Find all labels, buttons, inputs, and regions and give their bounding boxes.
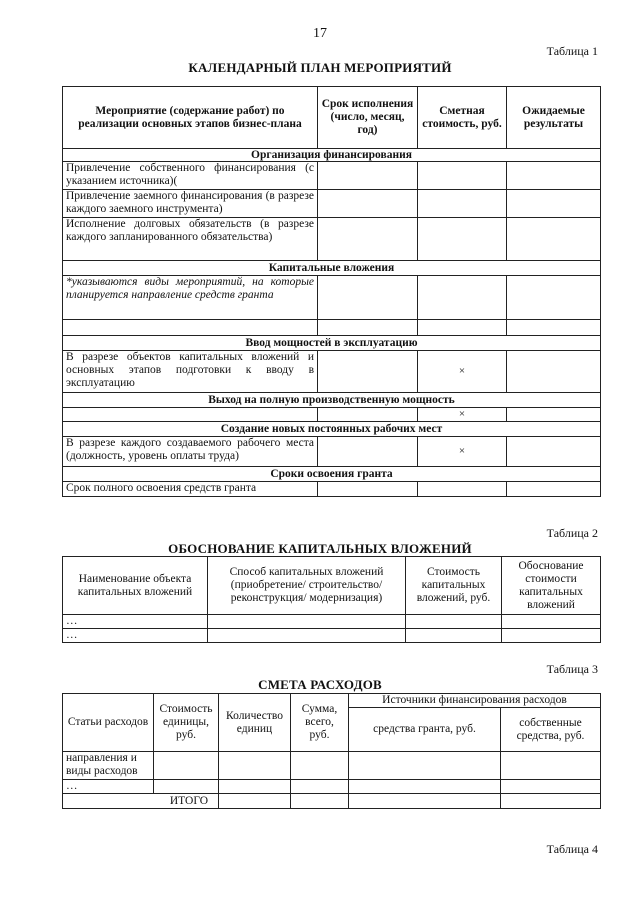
row-new-jobs: В разрезе каждого создаваемого рабочего места (должность, уровень оплаты труда) [63, 437, 318, 467]
cell [219, 780, 291, 794]
row-grant-term: Срок полного освоения средств гранта [63, 482, 318, 497]
table-2-label: Таблица 2 [546, 526, 598, 540]
header-own-funds: собственные средства, руб. [501, 708, 601, 752]
cell [208, 629, 406, 643]
row-own-financing: Привлечение собственного финансирования (с указанием источника)( [63, 162, 318, 190]
table-2-title: ОБОСНОВАНИЕ КАПИТАЛЬНЫХ ВЛОЖЕНИЙ [168, 541, 472, 556]
cross-mark: × [418, 408, 507, 422]
cell [318, 162, 418, 190]
cross-mark: × [418, 437, 507, 467]
cell [502, 615, 601, 629]
table-3-title: СМЕТА РАСХОДОВ [258, 677, 382, 692]
cell [63, 320, 318, 336]
cell [318, 408, 418, 422]
cell [502, 629, 601, 643]
cell [418, 218, 507, 261]
section-commissioning: Ввод мощностей в эксплуатацию [63, 336, 601, 351]
cell [507, 437, 601, 467]
cell [318, 351, 418, 393]
expense-estimate-table [62, 693, 601, 809]
section-grant-terms: Сроки освоения гранта [63, 467, 601, 482]
header-investment-method: Способ капитальных вложений (приобретение/ строительство/реконструкция/ модернизация) [208, 557, 406, 615]
cell [418, 190, 507, 218]
cell [154, 780, 219, 794]
header-object-name: Наименование объекта капитальных вложений [63, 557, 208, 615]
cell [291, 752, 349, 780]
cell [418, 276, 507, 320]
header-expected-results: Ожидаемые результаты [507, 87, 601, 149]
cell [501, 752, 601, 780]
cell [349, 794, 501, 809]
row-debt-obligations: Исполнение долговых обязательств (в разрезе каждого запланированного обязательства) [63, 218, 318, 261]
ellipsis-cell: … [63, 780, 154, 794]
cell [349, 780, 501, 794]
row-commissioning: В разрезе объектов капитальных вложений и основных этапов подготовки к вводу в эксплуатацию [63, 351, 318, 393]
cell [318, 190, 418, 218]
cell [291, 780, 349, 794]
row-capital-note: *указываются виды мероприятий, на которые планируется направление средств гранта [63, 276, 318, 320]
table-4-label: Таблица 4 [546, 842, 598, 856]
cell [418, 482, 507, 497]
cell [219, 794, 291, 809]
section-financing: Организация финансирования [63, 149, 601, 162]
header-total-sum: Сумма, всего, руб. [291, 694, 349, 752]
capital-investments-table [62, 556, 601, 643]
cell [208, 615, 406, 629]
cell [507, 482, 601, 497]
cell [406, 615, 502, 629]
table-3-label: Таблица 3 [546, 662, 598, 676]
cell [219, 752, 291, 780]
header-grant-funds: средства гранта, руб. [349, 708, 501, 752]
header-cost-justification: Обоснование стоимости капитальных вложений [502, 557, 601, 615]
page-number: 17 [313, 26, 327, 41]
section-new-jobs: Создание новых постоянных рабочих мест [63, 422, 601, 437]
cell [501, 794, 601, 809]
cell [318, 276, 418, 320]
cell [318, 482, 418, 497]
row-borrowed-financing: Привлечение заемного финансирования (в разрезе каждого заемного инструмента) [63, 190, 318, 218]
cell [418, 320, 507, 336]
header-unit-cost: Стоимость единицы, руб. [154, 694, 219, 752]
cell [507, 218, 601, 261]
header-financing-sources: Источники финансирования расходов [349, 694, 601, 708]
table-1-title: КАЛЕНДАРНЫЙ ПЛАН МЕРОПРИЯТИЙ [188, 60, 452, 75]
section-capital-investments: Капитальные вложения [63, 261, 601, 276]
section-full-capacity: Выход на полную производственную мощность [63, 393, 601, 408]
cell [507, 351, 601, 393]
cell [507, 408, 601, 422]
cell [318, 320, 418, 336]
header-deadline: Срок исполнения (число, месяц, год) [318, 87, 418, 149]
cell [349, 752, 501, 780]
calendar-plan-table [62, 86, 601, 497]
cell [318, 218, 418, 261]
cell [507, 190, 601, 218]
cell [418, 162, 507, 190]
cell [63, 408, 318, 422]
header-estimated-cost: Сметная стоимость, руб. [418, 87, 507, 149]
row-expense-directions: направления и виды расходов [63, 752, 154, 780]
cell [501, 780, 601, 794]
cell [406, 629, 502, 643]
header-expense-articles: Статьи расходов [63, 694, 154, 752]
cell [318, 437, 418, 467]
table-1-label: Таблица 1 [546, 44, 598, 58]
header-investment-cost: Стоимость капитальных вложений, руб. [406, 557, 502, 615]
ellipsis-cell: … [63, 629, 208, 643]
header-activity: Мероприятие (содержание работ) по реализации основных этапов бизнес-плана [63, 87, 318, 149]
cross-mark: × [418, 351, 507, 393]
cell [154, 752, 219, 780]
cell [291, 794, 349, 809]
ellipsis-cell: … [63, 615, 208, 629]
cell [507, 276, 601, 320]
total-label: ИТОГО [63, 794, 219, 809]
cell [507, 162, 601, 190]
cell [507, 320, 601, 336]
header-quantity: Количество единиц [219, 694, 291, 752]
